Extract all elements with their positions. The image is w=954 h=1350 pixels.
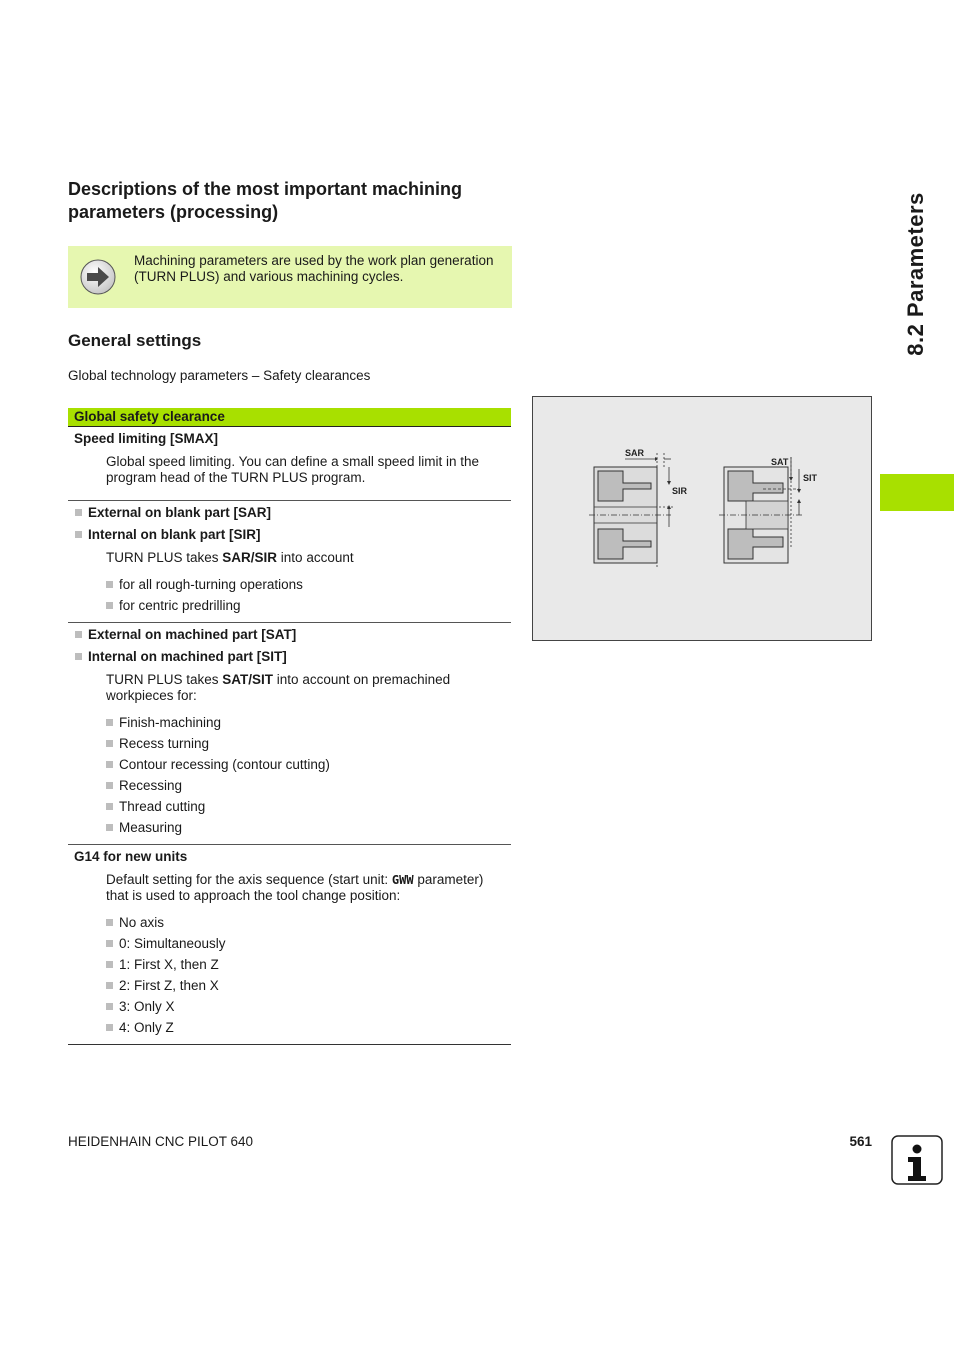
bullet-item: for centric predrilling	[68, 595, 511, 616]
param-title: Internal on blank part [SIR]	[68, 525, 511, 545]
clearance-diagram	[533, 397, 871, 640]
bullet-item: 1: First X, then Z	[68, 954, 511, 975]
machined-part-drawing	[719, 457, 818, 563]
sir-label: SIR	[672, 486, 688, 496]
bullet-item: for all rough-turning operations	[68, 574, 511, 595]
info-icon[interactable]	[891, 1135, 943, 1187]
param-title: Speed limiting [SMAX]	[74, 431, 219, 446]
param-section	[68, 625, 511, 845]
bullet-item: 4: Only Z	[68, 1017, 511, 1038]
description-pre: TURN PLUS takes	[106, 672, 223, 687]
description-bold: SAT/SIT	[222, 672, 274, 687]
note-text: Machining parameters are used by the work plan generation (TURN PLUS) and various machining cycles.	[134, 253, 494, 284]
description-code: GWW	[391, 873, 414, 887]
parameter-table	[68, 408, 511, 1045]
intro-text: Global technology parameters – Safety clearances	[68, 368, 371, 383]
bullet-item: Contour recessing (contour cutting)	[68, 754, 511, 775]
bullet-item: Measuring	[68, 817, 511, 838]
bullet-item: Recess turning	[68, 733, 511, 754]
param-title: G14 for new units	[74, 849, 188, 864]
description-post: parameter) that is used to approach the tool change position:	[106, 872, 484, 903]
param-title: External on machined part [SAT]	[68, 625, 511, 645]
param-title: Internal on machined part [SIT]	[68, 647, 511, 667]
sar-label: SAR	[625, 448, 645, 458]
param-description	[68, 550, 511, 566]
table-band: Global safety clearance	[68, 408, 511, 427]
description-post: into account	[277, 550, 354, 565]
chapter-side-title	[896, 182, 936, 366]
param-title: External on blank part [SAR]	[68, 503, 511, 523]
sit-label: SIT	[803, 473, 818, 483]
safety-clearance-figure	[532, 396, 872, 641]
bullet-item: 2: First Z, then X	[68, 975, 511, 996]
param-section	[68, 847, 511, 1045]
bullet-item: Thread cutting	[68, 796, 511, 817]
chapter-tab-marker	[880, 474, 954, 511]
param-section	[68, 429, 511, 501]
description-pre: Global speed limiting. You can define a small speed limit in the program head of the TURN PLUS program.	[106, 454, 479, 485]
page-number: 561	[849, 1134, 872, 1149]
description-pre: Default setting for the axis sequence (start unit:	[106, 872, 392, 887]
param-description	[68, 672, 511, 704]
sat-label: SAT	[771, 457, 789, 467]
page-heading: Descriptions of the most important machining parameters (processing)	[68, 179, 463, 222]
bullet-item: 0: Simultaneously	[68, 933, 511, 954]
param-section	[68, 503, 511, 623]
footer-product: HEIDENHAIN CNC PILOT 640	[68, 1134, 254, 1149]
description-bold: SAR/SIR	[222, 550, 278, 565]
arrow-right-icon	[78, 257, 118, 297]
note-box	[68, 246, 512, 308]
description-post: into account on premachined workpieces for:	[106, 672, 451, 703]
bullet-item: Recessing	[68, 775, 511, 796]
param-description	[68, 454, 511, 486]
description-pre: TURN PLUS takes	[106, 550, 223, 565]
param-description	[68, 872, 511, 904]
bullet-item: No axis	[68, 912, 511, 933]
bullet-item: Finish-machining	[68, 712, 511, 733]
chapter-title-text: 8.2 Parameters	[903, 192, 928, 356]
bullet-item: 3: Only X	[68, 996, 511, 1017]
blank-part-drawing	[589, 448, 688, 567]
section-title: General settings	[68, 331, 202, 350]
